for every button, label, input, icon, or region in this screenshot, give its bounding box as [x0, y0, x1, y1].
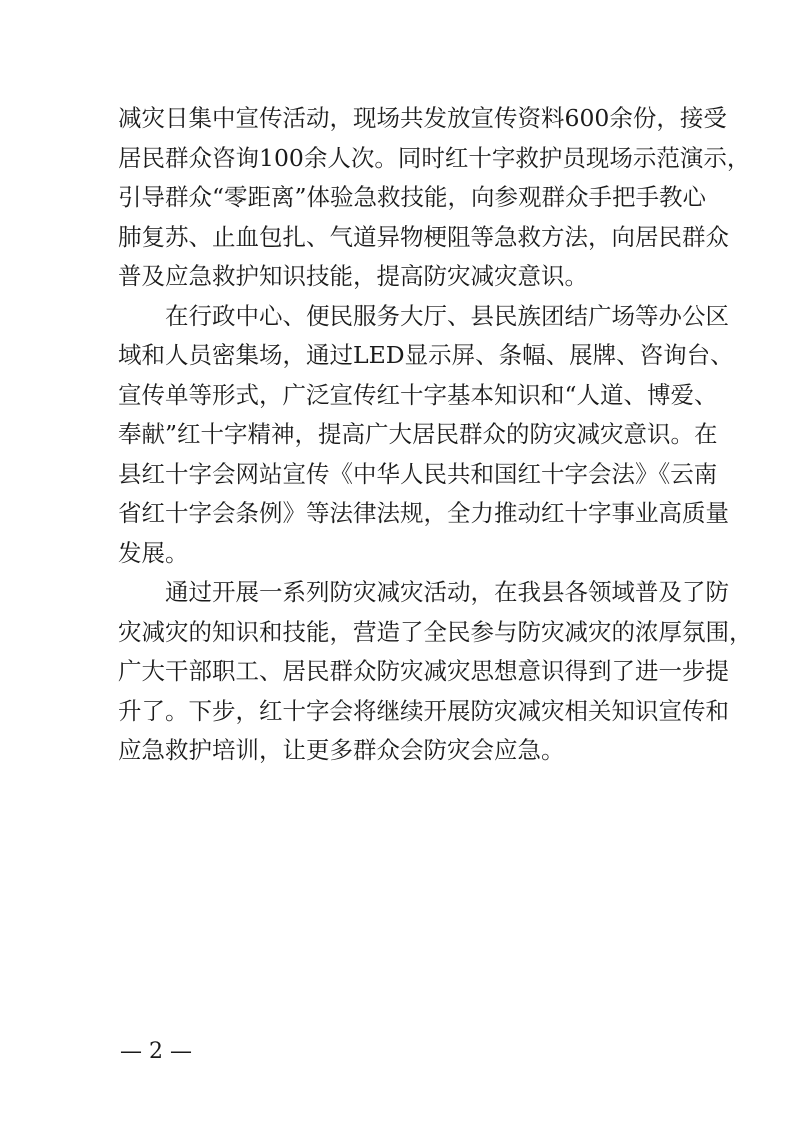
paragraph-line: 广大干部职工、居民群众防灾减灾思想意识得到了进一步提	[118, 657, 729, 685]
paragraph-line: 宣传单等形式，广泛宣传红十字基本知识和“人道、博爱、	[118, 380, 718, 409]
paragraph-line: 升了。下步，红十字会将继续开展防灾减灾相关知识宣传和	[118, 696, 729, 725]
paragraph-line: 普及应急救护知识技能，提高防灾减灾意识。	[118, 262, 588, 290]
paragraph-line: 灾减灾的知识和技能，营造了全民参与防灾减灾的浓厚氛围，	[118, 617, 753, 646]
paragraph-line: 引导群众“零距离”体验急救技能，向参观群众手把手教心	[118, 183, 707, 211]
paragraph-line: 域和人员密集场，通过LED显示屏、条幅、展牌、咨询台、	[118, 341, 734, 369]
paragraph-line: 通过开展一系列防灾减灾活动，在我县各领域普及了防	[165, 578, 729, 606]
paragraph-line: 减灾日集中宣传活动，现场共发放宣传资料600余份，接受	[118, 104, 727, 132]
paragraph-line: 在行政中心、便民服务大厅、县民族团结广场等办公区	[165, 301, 729, 330]
paragraph-3	[118, 573, 753, 771]
page-number: — 2 —	[120, 1039, 192, 1064]
paragraph-2	[118, 297, 734, 574]
paragraph-line: 肺复苏、止血包扎、气道异物梗阻等急救方法，向居民群众	[118, 222, 729, 251]
paragraph-line: 应急救护培训，让更多群众会防灾会应急。	[118, 736, 565, 764]
paragraph-line: 县红十字会网站宣传《中华人民共和国红十字会法》《云南	[118, 459, 718, 488]
paragraph-1	[118, 99, 751, 297]
paragraph-line: 奉献”红十字精神，提高广大居民群众的防灾减灾意识。在	[118, 420, 718, 448]
paragraph-line: 省红十字会条例》等法律法规，全力推动红十字事业高质量	[118, 499, 729, 527]
paragraph-line: 发展。	[118, 538, 189, 567]
paragraph-line: 居民群众咨询100余人次。同时红十字救护员现场示范演示，	[118, 143, 751, 172]
document-body	[118, 99, 753, 771]
